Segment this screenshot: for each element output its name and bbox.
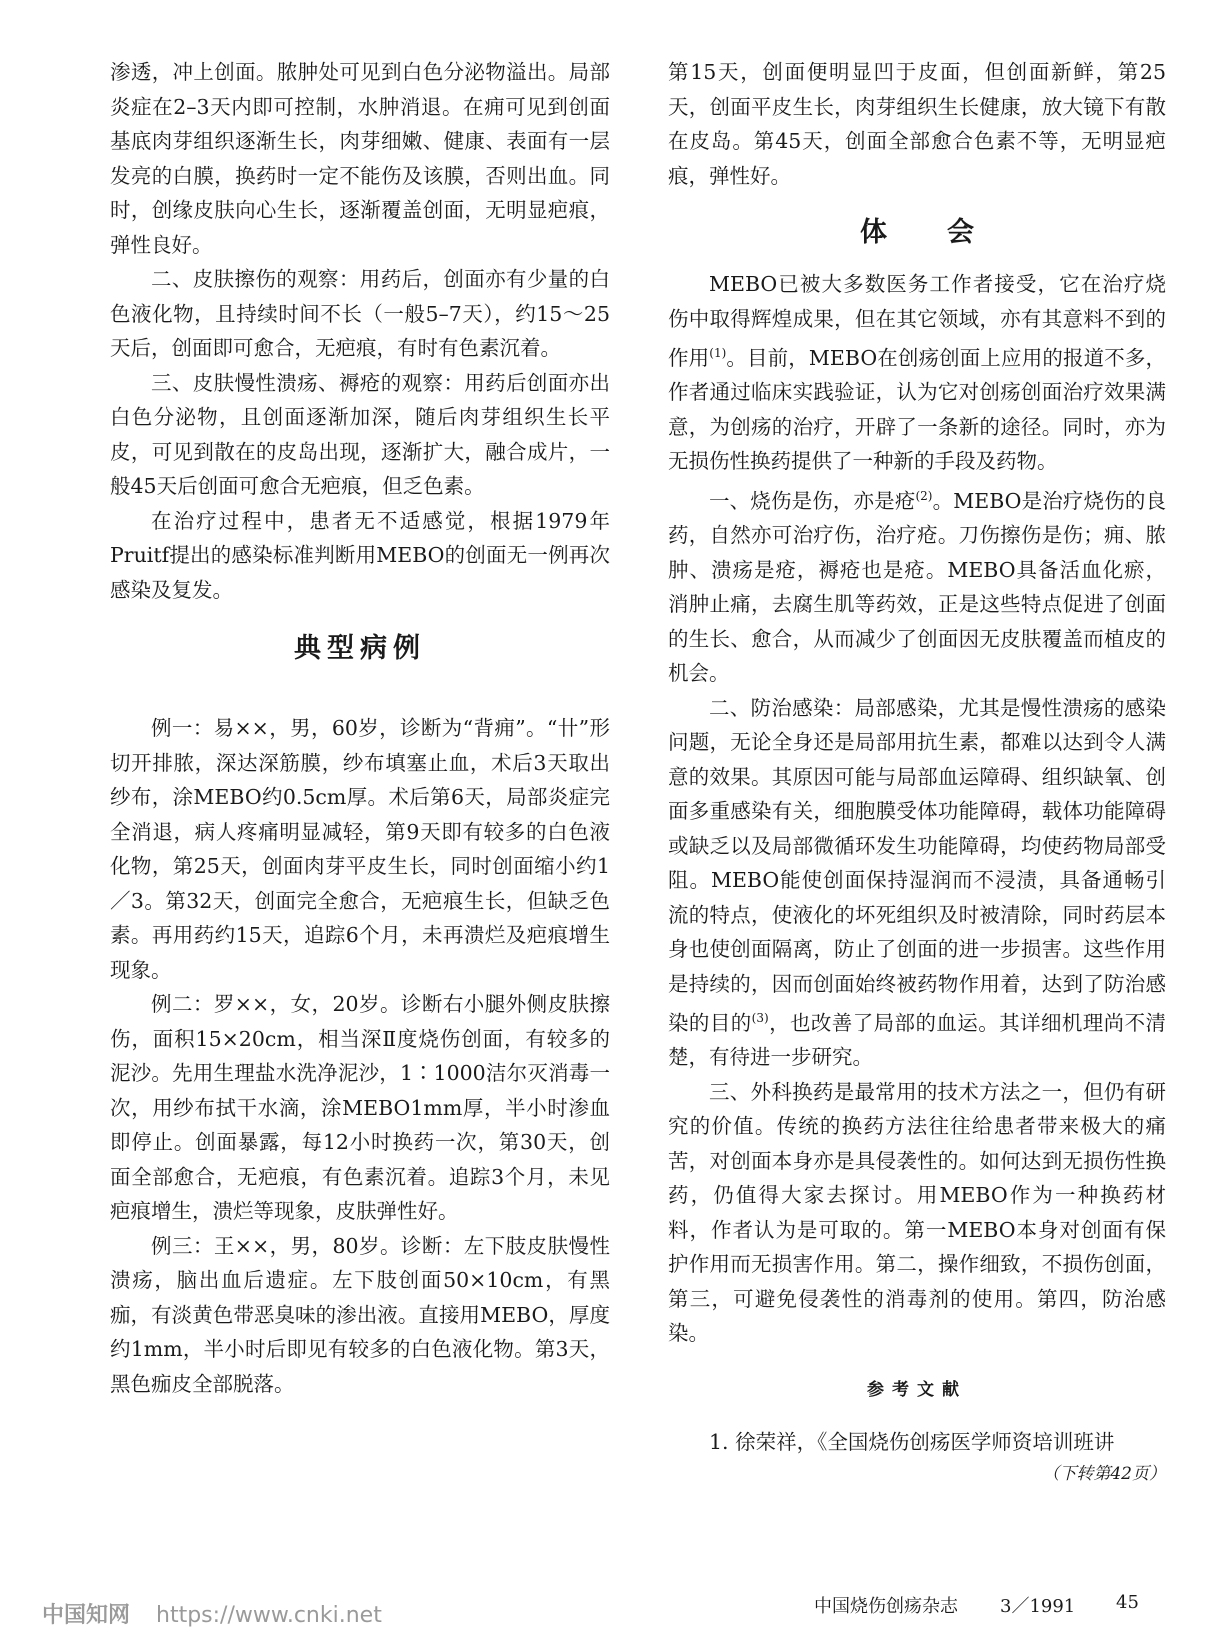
- issue-number: 3／1991: [1000, 1596, 1076, 1617]
- text-segment: 。目前，MEBO在创疡创面上应用的报道不多，作者通过临床实践验证，认为它对创疡创面治疗效果满意，为创疡的治疗，开辟了一条新的途径。同时，亦为无损伤性换药提供了一种新的手段及药物。: [668, 345, 1166, 474]
- left-column: [110, 55, 610, 1401]
- citation: (1): [709, 346, 727, 360]
- citation: (2): [915, 488, 933, 503]
- paragraph: 渗透，冲上创面。脓肿处可见到白色分泌物溢出。局部炎症在2–3天内即可控制，水肿消退。在痈可见到创面基底肉芽组织逐渐生长，肉芽细嫩、健康、表面有一层发亮的白膜，换药时一定不能伤及该膜，否则出血。同时，创缘皮肤向心生长，逐渐覆盖创面，无明显疤痕，弹性良好。: [110, 60, 610, 257]
- case-paragraph: 例三：王××，男，80岁。诊断：左下肢皮肤慢性溃疡，脑出血后遗症。左下肢创面50×10cm，有黑痂，有淡黄色带恶臭味的渗出液。直接用MEBO，厚度约1mm，半小时后即见有较多的白色液化物。第3天，黑色痂皮全部脱落。: [110, 1233, 610, 1396]
- paragraph: [668, 691, 1166, 1075]
- paragraph: 二、皮肤擦伤的观察：用药后，创面亦有少量的白色液化物，且持续时间不长（一般5–7天），约15～25天后，创面即可愈合，无疤痕，有时有色素沉着。: [110, 267, 610, 360]
- section-heading: 体会: [860, 217, 1034, 248]
- paragraph: 三、外科换药是最常用的技术方法之一，但仍有研究的价值。传统的换药方法往往给患者带来极大的痛苦，对创面本身亦是具侵袭性的。如何达到无损伤性换药，仍值得大家去探讨。用MEBO作为一种换药材料，作者认为是可取的。第一MEBO本身对创面有保护作用而无损害作用。第二，操作细致，不损伤创面，第三，可避免侵袭性的消毒剂的使用。第四，防治感染。: [668, 1079, 1166, 1346]
- text-segment: 二、防治感染：局部感染，尤其是慢性溃疡的感染问题，无论全身还是局部用抗生素，都难以达到令人满意的效果。其原因可能与局部血运障碍、组织缺氧、创面多重感染有关，细胞膜受体功能障碍，载体功能障碍或缺乏以及局部微循环发生功能障碍，均使药物局部受阻。MEBO能使创面保持湿润而不浸渍，具备通畅引流的特点，使液化的坏死组织及时被清除，同时药层本身也使创面隔离，防止了创面的进一步损害。这些作用是持续的，因而创面始终被药物作用着，达到了防治感染的目的: [668, 695, 1166, 1035]
- paragraph: 三、皮肤慢性溃疡、褥疮的观察：用药后创面亦出白色分泌物，且创面逐渐加深，随后肉芽组织生长平皮，可见到散在的皮岛出现，逐渐扩大，融合成片，一般45天后创面可愈合无疤痕，但乏色素。: [110, 370, 610, 498]
- paragraph: [668, 267, 1166, 479]
- journal-name: 中国烧伤创疡杂志: [814, 1596, 958, 1617]
- watermark-url: https://www.cnki.net: [156, 1603, 382, 1628]
- watermark-brand: 中国知网: [42, 1603, 131, 1628]
- text-segment: 。MEBO是治疗烧伤的良药，自然亦可治疗伤，治疗疮。刀伤擦伤是伤；痈、脓肿、溃疡是疮，褥疮也是疮。MEBO具备活血化瘀，消肿止痛，去腐生肌等药效，正是这些特点促进了创面的生长、愈合，从而减少了创面因无皮肤覆盖而植皮的机会。: [668, 488, 1166, 686]
- right-column: [668, 55, 1166, 1489]
- case-paragraph: 例一：易××，男，60岁，诊断为“背痈”。“卄”形切开排脓，深达深筋膜，纱布填塞止血，术后3天取出纱布，涂MEBO约0.5cm厚。术后第6天，局部炎症完全消退，病人疼痛明显减轻，第9天即有较多的白色液化物，第25天，创面肉芽平皮生长，同时创面缩小约1／3。第32天，创面完全愈合，无疤痕生长，但缺乏色素。再用药约15天，追踪6个月，未再溃烂及疤痕增生现象。: [110, 716, 610, 982]
- references-heading: 参考文献: [867, 1379, 967, 1400]
- text-segment: MEBO已被大多数医务工作者接受，它在治疗烧伤中取得辉煌成果，但在其它领域，亦有其意料不到的作用: [668, 272, 1166, 370]
- paragraph: 第15天，创面便明显凹于皮面，但创面新鲜，第25天，创面平皮生长，肉芽组织生长健康，放大镜下有散在皮岛。第45天，创面全部愈合色素不等，无明显疤痕，弹性好。: [668, 60, 1166, 188]
- citation: (3): [751, 1011, 769, 1026]
- text-segment: 一、烧伤是伤，亦是疮: [709, 488, 916, 513]
- continued-note: （下转第42页）: [1042, 1464, 1166, 1485]
- text-segment: ，也改善了局部的血运。其详细机理尚不清楚，有待进一步研究。: [668, 1010, 1167, 1070]
- watermark: [42, 1598, 382, 1629]
- paragraph: [668, 479, 1166, 691]
- reference-item: 1. 徐荣祥，《全国烧伤创疡医学师资培训班讲: [709, 1429, 1115, 1454]
- page-footer: [0, 1592, 1216, 1626]
- page-number: 45: [1116, 1592, 1139, 1613]
- paragraph: 在治疗过程中，患者无不适感觉，根据1979年Pruitf提出的感染标准判断用MEBO的创面无一例再次感染及复发。: [110, 508, 610, 602]
- case-paragraph: 例二：罗××，女，20岁。诊断右小腿外侧皮肤擦伤，面积15×20cm，相当深Ⅱ度烧伤创面，有较多的泥沙。先用生理盐水洗净泥沙，1∶1000洁尔灭消毒一次，用纱布拭干水滴，涂MEBO1mm厚，半小时渗血即停止。创面暴露，每12小时换药一次，第30天，创面全部愈合，无疤痕，有色素沉着。追踪3个月，未见疤痕增生，溃烂等现象，皮肤弹性好。: [110, 992, 610, 1223]
- section-heading: 典型病例: [294, 633, 426, 664]
